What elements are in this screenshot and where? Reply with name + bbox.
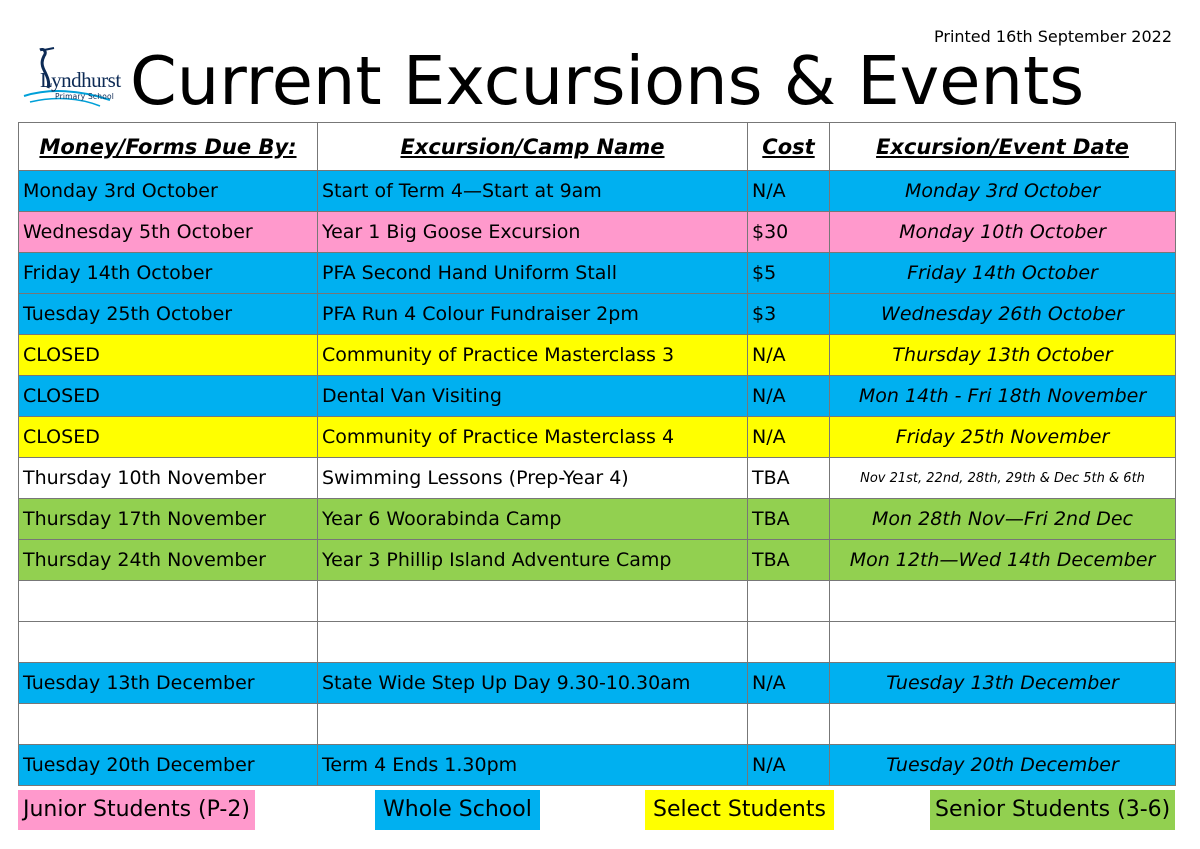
date-cell: Friday 14th October bbox=[830, 253, 1176, 294]
table-row bbox=[19, 171, 1176, 212]
due-cell: CLOSED bbox=[19, 417, 318, 458]
cost-cell: TBA bbox=[748, 458, 830, 499]
printed-date: Printed 16th September 2022 bbox=[934, 27, 1172, 46]
cost-cell: $30 bbox=[748, 212, 830, 253]
due-cell: Thursday 24th November bbox=[19, 540, 318, 581]
events-table bbox=[18, 122, 1176, 786]
due-cell: CLOSED bbox=[19, 376, 318, 417]
cost-cell: N/A bbox=[748, 663, 830, 704]
table-row bbox=[19, 499, 1176, 540]
due-cell: Tuesday 13th December bbox=[19, 663, 318, 704]
date-cell: Monday 10th October bbox=[830, 212, 1176, 253]
name-cell: Year 1 Big Goose Excursion bbox=[318, 212, 748, 253]
logo-subtitle: Primary School bbox=[55, 92, 115, 101]
date-cell: Tuesday 20th December bbox=[830, 745, 1176, 786]
legend-select-students: Select Students bbox=[645, 790, 834, 830]
legend-senior-students: Senior Students (3-6) bbox=[930, 790, 1175, 830]
table-row bbox=[19, 212, 1176, 253]
due-cell: CLOSED bbox=[19, 335, 318, 376]
name-cell: Community of Practice Masterclass 4 bbox=[318, 417, 748, 458]
table-row bbox=[19, 663, 1176, 704]
date-cell bbox=[830, 622, 1176, 663]
legend-whole-school: Whole School bbox=[375, 790, 540, 830]
cost-cell: TBA bbox=[748, 540, 830, 581]
table-row bbox=[19, 540, 1176, 581]
due-cell bbox=[19, 704, 318, 745]
table-header-row bbox=[19, 123, 1176, 171]
header-event-date: Excursion/Event Date bbox=[830, 123, 1176, 171]
name-cell: State Wide Step Up Day 9.30-10.30am bbox=[318, 663, 748, 704]
page-title: Current Excursions & Events bbox=[130, 42, 1085, 120]
table-row bbox=[19, 417, 1176, 458]
date-cell bbox=[830, 704, 1176, 745]
school-logo bbox=[20, 42, 130, 110]
name-cell: PFA Second Hand Uniform Stall bbox=[318, 253, 748, 294]
table-row bbox=[19, 458, 1176, 499]
due-cell: Thursday 17th November bbox=[19, 499, 318, 540]
name-cell: Swimming Lessons (Prep-Year 4) bbox=[318, 458, 748, 499]
table-row bbox=[19, 745, 1176, 786]
cost-cell: N/A bbox=[748, 376, 830, 417]
date-cell: Wednesday 26th October bbox=[830, 294, 1176, 335]
name-cell: Term 4 Ends 1.30pm bbox=[318, 745, 748, 786]
due-cell: Monday 3rd October bbox=[19, 171, 318, 212]
header-excursion-name: Excursion/Camp Name bbox=[318, 123, 748, 171]
date-cell: Mon 28th Nov—Fri 2nd Dec bbox=[830, 499, 1176, 540]
cost-cell: N/A bbox=[748, 171, 830, 212]
table-row bbox=[19, 253, 1176, 294]
cost-cell bbox=[748, 704, 830, 745]
date-cell: Mon 12th—Wed 14th December bbox=[830, 540, 1176, 581]
table-row bbox=[19, 704, 1176, 745]
name-cell: Community of Practice Masterclass 3 bbox=[318, 335, 748, 376]
name-cell: Year 3 Phillip Island Adventure Camp bbox=[318, 540, 748, 581]
table-row bbox=[19, 335, 1176, 376]
due-cell: Wednesday 5th October bbox=[19, 212, 318, 253]
name-cell: Year 6 Woorabinda Camp bbox=[318, 499, 748, 540]
table-row bbox=[19, 622, 1176, 663]
cost-cell: $5 bbox=[748, 253, 830, 294]
date-cell: Thursday 13th October bbox=[830, 335, 1176, 376]
cost-cell: N/A bbox=[748, 745, 830, 786]
due-cell: Friday 14th October bbox=[19, 253, 318, 294]
date-cell bbox=[830, 581, 1176, 622]
header-due-by: Money/Forms Due By: bbox=[19, 123, 318, 171]
cost-cell: N/A bbox=[748, 417, 830, 458]
due-cell bbox=[19, 622, 318, 663]
cost-cell: $3 bbox=[748, 294, 830, 335]
table-row bbox=[19, 581, 1176, 622]
due-cell: Thursday 10th November bbox=[19, 458, 318, 499]
date-cell: Monday 3rd October bbox=[830, 171, 1176, 212]
name-cell: Dental Van Visiting bbox=[318, 376, 748, 417]
name-cell bbox=[318, 622, 748, 663]
due-cell bbox=[19, 581, 318, 622]
header-cost: Cost bbox=[748, 123, 830, 171]
name-cell bbox=[318, 704, 748, 745]
date-cell: Mon 14th - Fri 18th November bbox=[830, 376, 1176, 417]
due-cell: Tuesday 20th December bbox=[19, 745, 318, 786]
name-cell bbox=[318, 581, 748, 622]
name-cell: PFA Run 4 Colour Fundraiser 2pm bbox=[318, 294, 748, 335]
date-cell: Friday 25th November bbox=[830, 417, 1176, 458]
table-row bbox=[19, 376, 1176, 417]
logo-name: Lyndhurst bbox=[40, 68, 121, 92]
date-cell: Nov 21st, 22nd, 28th, 29th & Dec 5th & 6th bbox=[830, 458, 1176, 499]
cost-cell bbox=[748, 581, 830, 622]
table-row bbox=[19, 294, 1176, 335]
cost-cell: TBA bbox=[748, 499, 830, 540]
cost-cell bbox=[748, 622, 830, 663]
legend-junior-students: Junior Students (P-2) bbox=[18, 790, 255, 830]
cost-cell: N/A bbox=[748, 335, 830, 376]
date-cell: Tuesday 13th December bbox=[830, 663, 1176, 704]
name-cell: Start of Term 4—Start at 9am bbox=[318, 171, 748, 212]
due-cell: Tuesday 25th October bbox=[19, 294, 318, 335]
